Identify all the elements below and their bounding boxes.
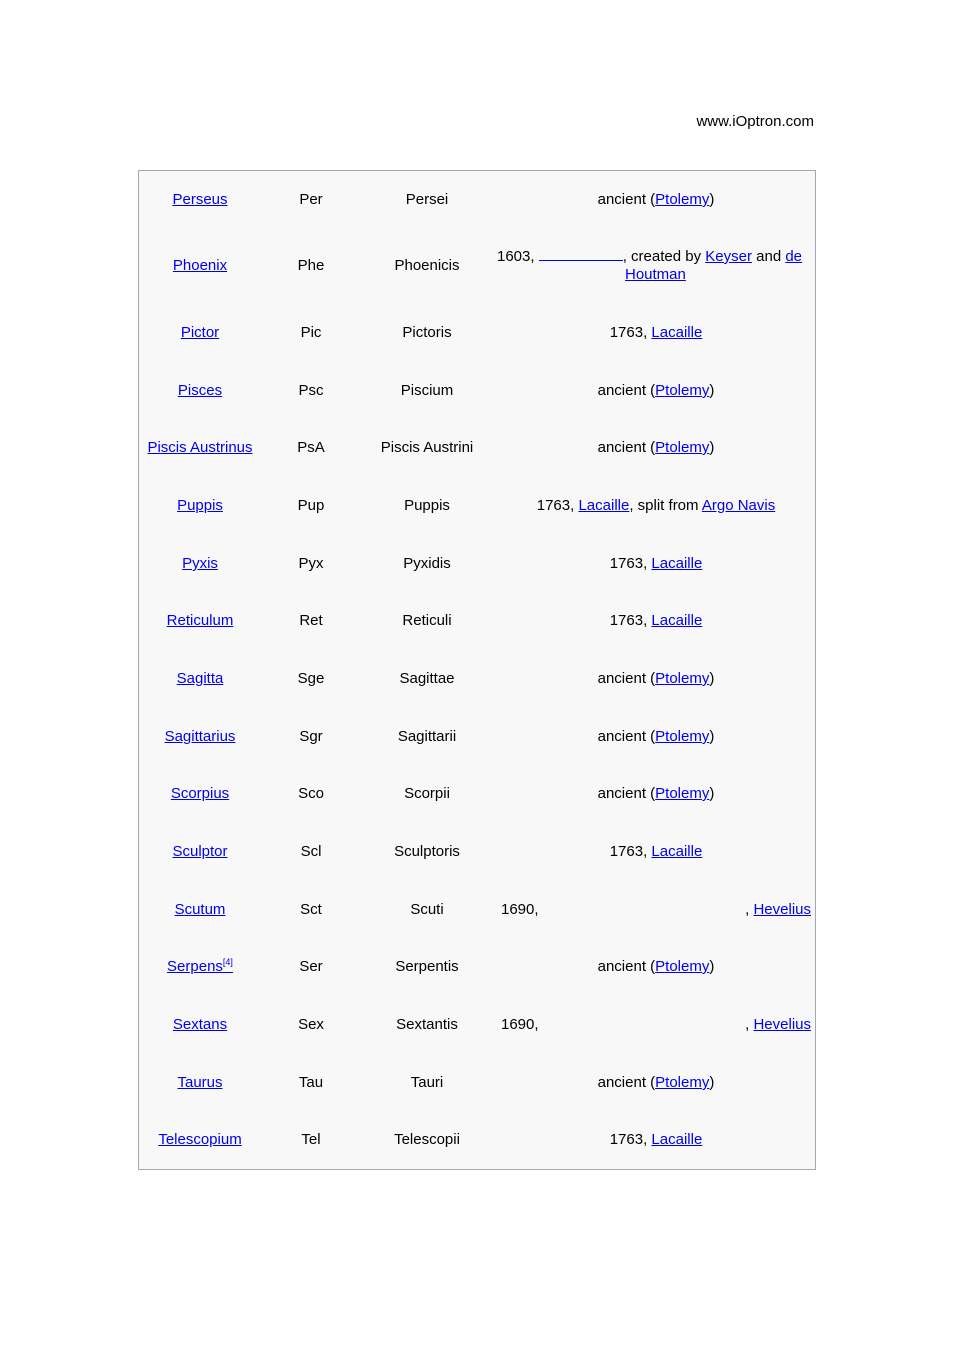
origin-text: ancient (: [597, 785, 656, 802]
origin-text: , created by: [622, 248, 702, 265]
abbreviation: Pyx: [298, 555, 324, 572]
origin-link[interactable]: Ptolemy: [655, 191, 710, 208]
table-row: [139, 1074, 815, 1094]
genitive: Scorpii: [404, 785, 450, 802]
origin-link[interactable]: Hevelius: [753, 1016, 811, 1033]
origin-year: 1690,: [501, 1016, 539, 1033]
constellation-link[interactable]: Reticulum: [166, 612, 234, 629]
origin-text: ): [709, 670, 715, 687]
abbreviation: Scl: [300, 843, 322, 860]
origin: [497, 324, 815, 342]
origin-text: ): [709, 785, 715, 802]
constellation-link[interactable]: Scorpius: [170, 785, 230, 802]
genitive: Sagittarii: [397, 728, 457, 745]
origin: [497, 612, 815, 630]
origin: [497, 958, 815, 976]
origin-text: ): [709, 382, 715, 399]
table-row: [139, 324, 815, 344]
origin-link-argo-navis[interactable]: Argo Navis: [701, 497, 776, 514]
table-row: [139, 843, 815, 863]
abbreviation: Tel: [301, 1131, 321, 1148]
origin: [497, 248, 815, 284]
origin: [497, 728, 815, 746]
origin-link[interactable]: Ptolemy: [655, 728, 710, 745]
origin: [497, 497, 815, 515]
origin-text: ): [709, 1074, 715, 1091]
abbreviation: Tau: [298, 1074, 324, 1091]
origin-text: ): [709, 958, 715, 975]
origin-link-de-houtman[interactable]: de: [785, 248, 803, 265]
constellation-link[interactable]: Telescopium: [158, 1131, 242, 1148]
constellation-link[interactable]: Pictor: [180, 324, 220, 341]
origin: [497, 670, 815, 688]
genitive: Persei: [405, 191, 449, 208]
origin-link-de-houtman[interactable]: Houtman: [625, 266, 686, 283]
constellation-link[interactable]: Sagittarius: [164, 728, 236, 745]
origin: [497, 439, 815, 457]
origin-text: ancient (: [597, 191, 656, 208]
abbreviation: Sge: [297, 670, 325, 687]
table-row: [139, 439, 815, 459]
constellation-link[interactable]: Phoenix: [172, 257, 228, 274]
origin-link-keyser[interactable]: Keyser: [705, 248, 752, 265]
genitive: Sculptoris: [394, 843, 460, 860]
origin-link[interactable]: Ptolemy: [655, 670, 710, 687]
origin-text: ancient (: [597, 382, 656, 399]
origin: [497, 1074, 815, 1092]
site-url: www.iOptron.com: [696, 113, 814, 130]
origin-text: 1763,: [609, 324, 648, 341]
constellation-link[interactable]: [167, 958, 233, 975]
origin: [497, 382, 815, 400]
genitive: Telescopii: [394, 1131, 460, 1148]
abbreviation: PsA: [297, 439, 325, 456]
constellation-link[interactable]: Piscis Austrinus: [147, 439, 253, 456]
constellation-link[interactable]: Sagitta: [176, 670, 224, 687]
genitive: Pictoris: [402, 324, 452, 341]
table-row: [139, 497, 815, 517]
origin-text: ancient (: [597, 728, 656, 745]
genitive: Tauri: [410, 1074, 444, 1091]
origin-text: ancient (: [597, 439, 656, 456]
genitive: Piscium: [400, 382, 454, 399]
origin-text: 1763,: [609, 555, 648, 572]
table-row: [139, 191, 815, 211]
abbreviation: Pic: [300, 324, 322, 341]
blank-link[interactable]: [539, 248, 623, 261]
constellation-link[interactable]: Puppis: [177, 497, 223, 514]
constellation-link[interactable]: Sextans: [172, 1016, 228, 1033]
origin-link[interactable]: Ptolemy: [655, 382, 710, 399]
origin-text: ,: [745, 1016, 750, 1033]
table-row: [139, 785, 815, 805]
origin-text: ): [709, 439, 715, 456]
origin-text: ): [709, 728, 715, 745]
abbreviation: Ser: [299, 958, 323, 975]
origin-year: 1690,: [501, 901, 539, 918]
table-row: [139, 1131, 815, 1151]
origin-link[interactable]: Lacaille: [651, 324, 703, 341]
origin-text: ): [709, 191, 715, 208]
genitive: Puppis: [404, 497, 450, 514]
constellation-name: Serpens: [167, 958, 223, 975]
origin-text: , split from: [629, 497, 699, 514]
origin-text: ancient (: [597, 1074, 656, 1091]
genitive: Serpentis: [395, 958, 459, 975]
table-row: [139, 612, 815, 632]
origin-text: and: [756, 248, 782, 265]
origin-year: 1603,: [497, 248, 535, 265]
origin-link[interactable]: Lacaille: [578, 497, 630, 514]
origin-link[interactable]: Ptolemy: [655, 1074, 710, 1091]
origin-link[interactable]: Ptolemy: [655, 785, 710, 802]
abbreviation: Ret: [299, 612, 323, 629]
origin-text: 1763,: [536, 497, 575, 514]
constellation-table: [138, 170, 816, 1170]
abbreviation: Sgr: [299, 728, 323, 745]
footnote-ref[interactable]: [4]: [222, 957, 233, 967]
table-row: [139, 382, 815, 402]
genitive: Phoenicis: [394, 257, 460, 274]
genitive: Sagittae: [399, 670, 455, 687]
origin-text: ,: [745, 901, 750, 918]
table-row: [139, 958, 815, 978]
origin-link[interactable]: Lacaille: [651, 612, 703, 629]
abbreviation: Per: [299, 191, 323, 208]
origin-link[interactable]: Lacaille: [651, 843, 703, 860]
origin-text: ancient (: [597, 670, 656, 687]
table-row: [139, 1016, 815, 1036]
abbreviation: Pup: [297, 497, 325, 514]
origin-link[interactable]: Ptolemy: [655, 439, 710, 456]
table-row: [139, 901, 815, 921]
origin-link[interactable]: Lacaille: [651, 1131, 703, 1148]
origin-text: 1763,: [609, 843, 648, 860]
origin-text: 1763,: [609, 612, 648, 629]
constellation-link[interactable]: Scutum: [174, 901, 226, 918]
genitive: Scuti: [410, 901, 444, 918]
constellation-link[interactable]: Pisces: [177, 382, 223, 399]
abbreviation: Psc: [298, 382, 324, 399]
origin: [497, 785, 815, 803]
abbreviation: Sco: [298, 785, 324, 802]
table-row: [139, 670, 815, 690]
table-row: [139, 555, 815, 575]
constellation-link[interactable]: Pyxis: [182, 555, 218, 572]
table-row: [139, 728, 815, 748]
origin-text: 1763,: [609, 1131, 648, 1148]
genitive: Sextantis: [396, 1016, 458, 1033]
origin: [497, 843, 815, 861]
origin-text: ancient (: [597, 958, 656, 975]
origin: [497, 1131, 815, 1149]
origin: [497, 191, 815, 209]
origin: [497, 555, 815, 573]
origin-link[interactable]: Ptolemy: [655, 958, 710, 975]
genitive: Reticuli: [402, 612, 452, 629]
abbreviation: Phe: [297, 257, 325, 274]
genitive: Pyxidis: [403, 555, 451, 572]
abbreviation: Sex: [298, 1016, 324, 1033]
origin-link[interactable]: Hevelius: [753, 901, 811, 918]
genitive: Piscis Austrini: [380, 439, 474, 456]
constellation-link[interactable]: Sculptor: [172, 843, 228, 860]
origin-link[interactable]: Lacaille: [651, 555, 703, 572]
constellation-link[interactable]: Taurus: [177, 1074, 223, 1091]
constellation-link[interactable]: Perseus: [172, 191, 228, 208]
abbreviation: Sct: [300, 901, 322, 918]
